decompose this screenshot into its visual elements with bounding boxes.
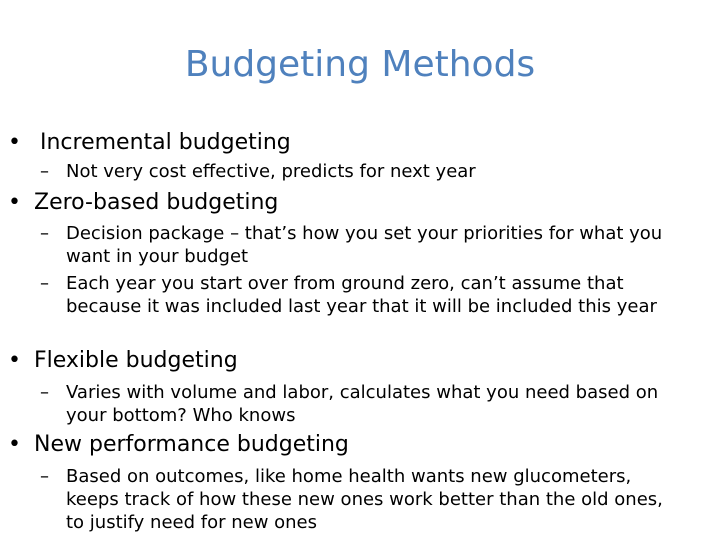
- sub-bullet-text: Based on outcomes, like home health wants new glucometers, keeps track of how these new ones work better than the old ones, to justify need for new ones: [66, 466, 663, 533]
- sub-bullet: [40, 222, 680, 268]
- dash-icon: –: [40, 273, 49, 294]
- bullet-text: Flexible budgeting: [34, 348, 238, 373]
- sub-bullet-text: Varies with volume and labor, calculates what you need based on your bottom? Who knows: [66, 382, 659, 426]
- slide-title: Budgeting Methods: [184, 44, 536, 85]
- bullet-icon: •: [8, 190, 21, 215]
- sub-bullet: [40, 272, 680, 318]
- sub-bullet: [40, 465, 680, 534]
- dash-icon: –: [40, 382, 49, 403]
- dash-icon: –: [40, 466, 49, 487]
- dash-icon: –: [40, 223, 49, 244]
- sub-bullet: [40, 381, 680, 427]
- sub-bullet-text: Each year you start over from ground zero, can’t assume that because it was included last year that it will be included this year: [66, 273, 657, 317]
- sub-bullet-text: Decision package – that’s how you set your priorities for what you want in your budget: [66, 223, 663, 267]
- bullet-icon: •: [8, 432, 21, 457]
- dash-icon: –: [40, 161, 49, 182]
- bullet-text: Zero-based budgeting: [34, 190, 279, 215]
- bullet-icon: •: [8, 348, 21, 373]
- sub-bullet: [40, 160, 680, 183]
- sub-bullet-text: Not very cost effective, predicts for next year: [66, 161, 476, 182]
- bullet-text: New performance budgeting: [34, 432, 349, 457]
- bullet-icon: •: [8, 130, 21, 155]
- bullet-text: Incremental budgeting: [40, 130, 291, 155]
